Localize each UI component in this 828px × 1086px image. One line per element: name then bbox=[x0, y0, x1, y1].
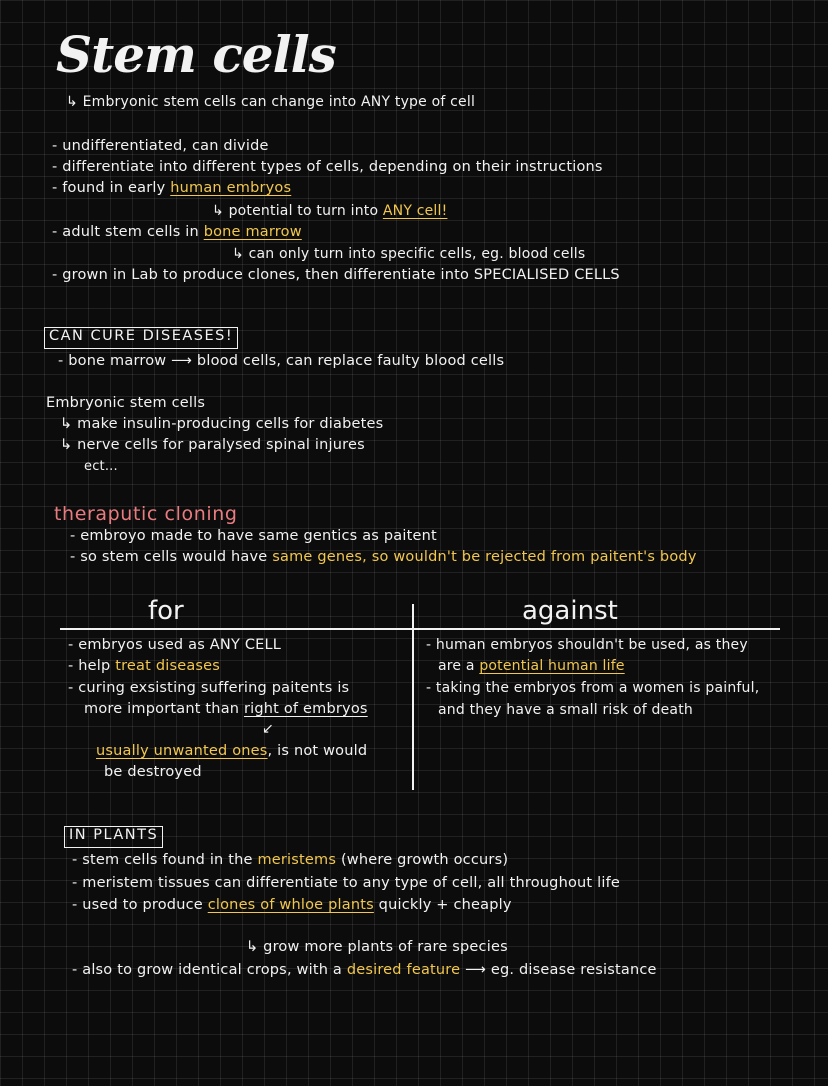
note-text: , is not would bbox=[267, 743, 368, 759]
note-line: ect... bbox=[84, 459, 118, 474]
for-item: - embryos used as ANY CELL bbox=[68, 637, 282, 653]
note-line: - bone marrow ⟶ blood cells, can replace faulty blood cells bbox=[58, 353, 505, 369]
against-item bbox=[438, 659, 625, 673]
for-item: - curing exsisting suffering paitents is bbox=[68, 680, 350, 696]
note-line bbox=[212, 204, 447, 218]
note-text: - also to grow identical crops, with a bbox=[72, 962, 347, 978]
table-divider-vertical bbox=[412, 604, 414, 790]
highlight: ANY cell! bbox=[382, 203, 448, 219]
table-divider-horizontal bbox=[60, 628, 780, 630]
note-line bbox=[72, 898, 512, 913]
note-text: ↳ potential to turn into bbox=[212, 203, 383, 219]
note-text: (where growth occurs) bbox=[336, 852, 509, 868]
arrow-icon: ↙ bbox=[262, 721, 274, 737]
against-item: - human embryos shouldn't be used, as they bbox=[426, 637, 748, 653]
section-heading: theraputic cloning bbox=[54, 503, 238, 525]
column-heading-for: for bbox=[148, 596, 184, 626]
note-text: - stem cells found in the bbox=[72, 852, 258, 868]
note-line: Embryonic stem cells bbox=[46, 395, 206, 411]
note-line: ↳ can only turn into specific cells, eg. blood cells bbox=[232, 246, 586, 262]
note-line: - undifferentiated, can divide bbox=[52, 138, 269, 154]
note-line bbox=[72, 853, 508, 868]
for-item bbox=[68, 659, 220, 674]
highlight: usually unwanted ones bbox=[96, 743, 268, 759]
section-heading: IN PLANTS bbox=[64, 826, 163, 848]
page-title: Stem cells bbox=[56, 25, 336, 84]
highlight: bone marrow bbox=[203, 224, 302, 240]
against-item: and they have a small risk of death bbox=[438, 702, 693, 718]
note-line bbox=[52, 225, 302, 240]
highlight: clones of whloe plants bbox=[207, 897, 374, 913]
note-text: quickly + cheaply bbox=[373, 897, 512, 913]
note-text: - so stem cells would have bbox=[70, 549, 273, 565]
note-text: - found in early bbox=[52, 180, 171, 196]
note-line: - grown in Lab to produce clones, then differentiate into SPECIALISED CELLS bbox=[52, 267, 620, 283]
subtitle: ↳ Embryonic stem cells can change into ANY type of cell bbox=[66, 94, 476, 110]
highlight: meristems bbox=[257, 852, 337, 868]
note-text: more important than bbox=[84, 701, 244, 717]
section-heading: CAN CURE DISEASES! bbox=[44, 327, 238, 349]
note-line: ↳ grow more plants of rare species bbox=[246, 939, 508, 955]
highlight: same genes, so wouldn't be rejected from paitent's body bbox=[272, 549, 697, 565]
note-text: - used to produce bbox=[72, 897, 208, 913]
for-note bbox=[96, 744, 367, 759]
note-line: - differentiate into different types of cells, depending on their instructions bbox=[52, 159, 603, 175]
for-item bbox=[84, 702, 368, 717]
underlined-text: right of embryos bbox=[243, 701, 368, 717]
note-line: ↳ make insulin-producing cells for diabetes bbox=[60, 416, 384, 432]
note-line bbox=[70, 550, 697, 565]
for-note: be destroyed bbox=[104, 764, 202, 780]
against-item: - taking the embryos from a women is painful, bbox=[426, 680, 760, 696]
highlight: potential human life bbox=[479, 658, 625, 674]
note-text: are a bbox=[438, 658, 480, 674]
note-text: ⟶ eg. disease resistance bbox=[460, 962, 657, 978]
note-line: ↳ nerve cells for paralysed spinal injures bbox=[60, 437, 365, 453]
note-line: - meristem tissues can differentiate to any type of cell, all throughout life bbox=[72, 875, 621, 891]
note-text: - adult stem cells in bbox=[52, 224, 204, 240]
column-heading-against: against bbox=[522, 596, 618, 626]
note-line: - embroyo made to have same gentics as paitent bbox=[70, 528, 437, 544]
highlight: treat diseases bbox=[115, 658, 221, 674]
note-text: - help bbox=[68, 658, 116, 674]
highlight: human embryos bbox=[170, 180, 292, 196]
note-line bbox=[52, 181, 291, 196]
note-line bbox=[72, 963, 657, 978]
highlight: desired feature bbox=[346, 962, 461, 978]
